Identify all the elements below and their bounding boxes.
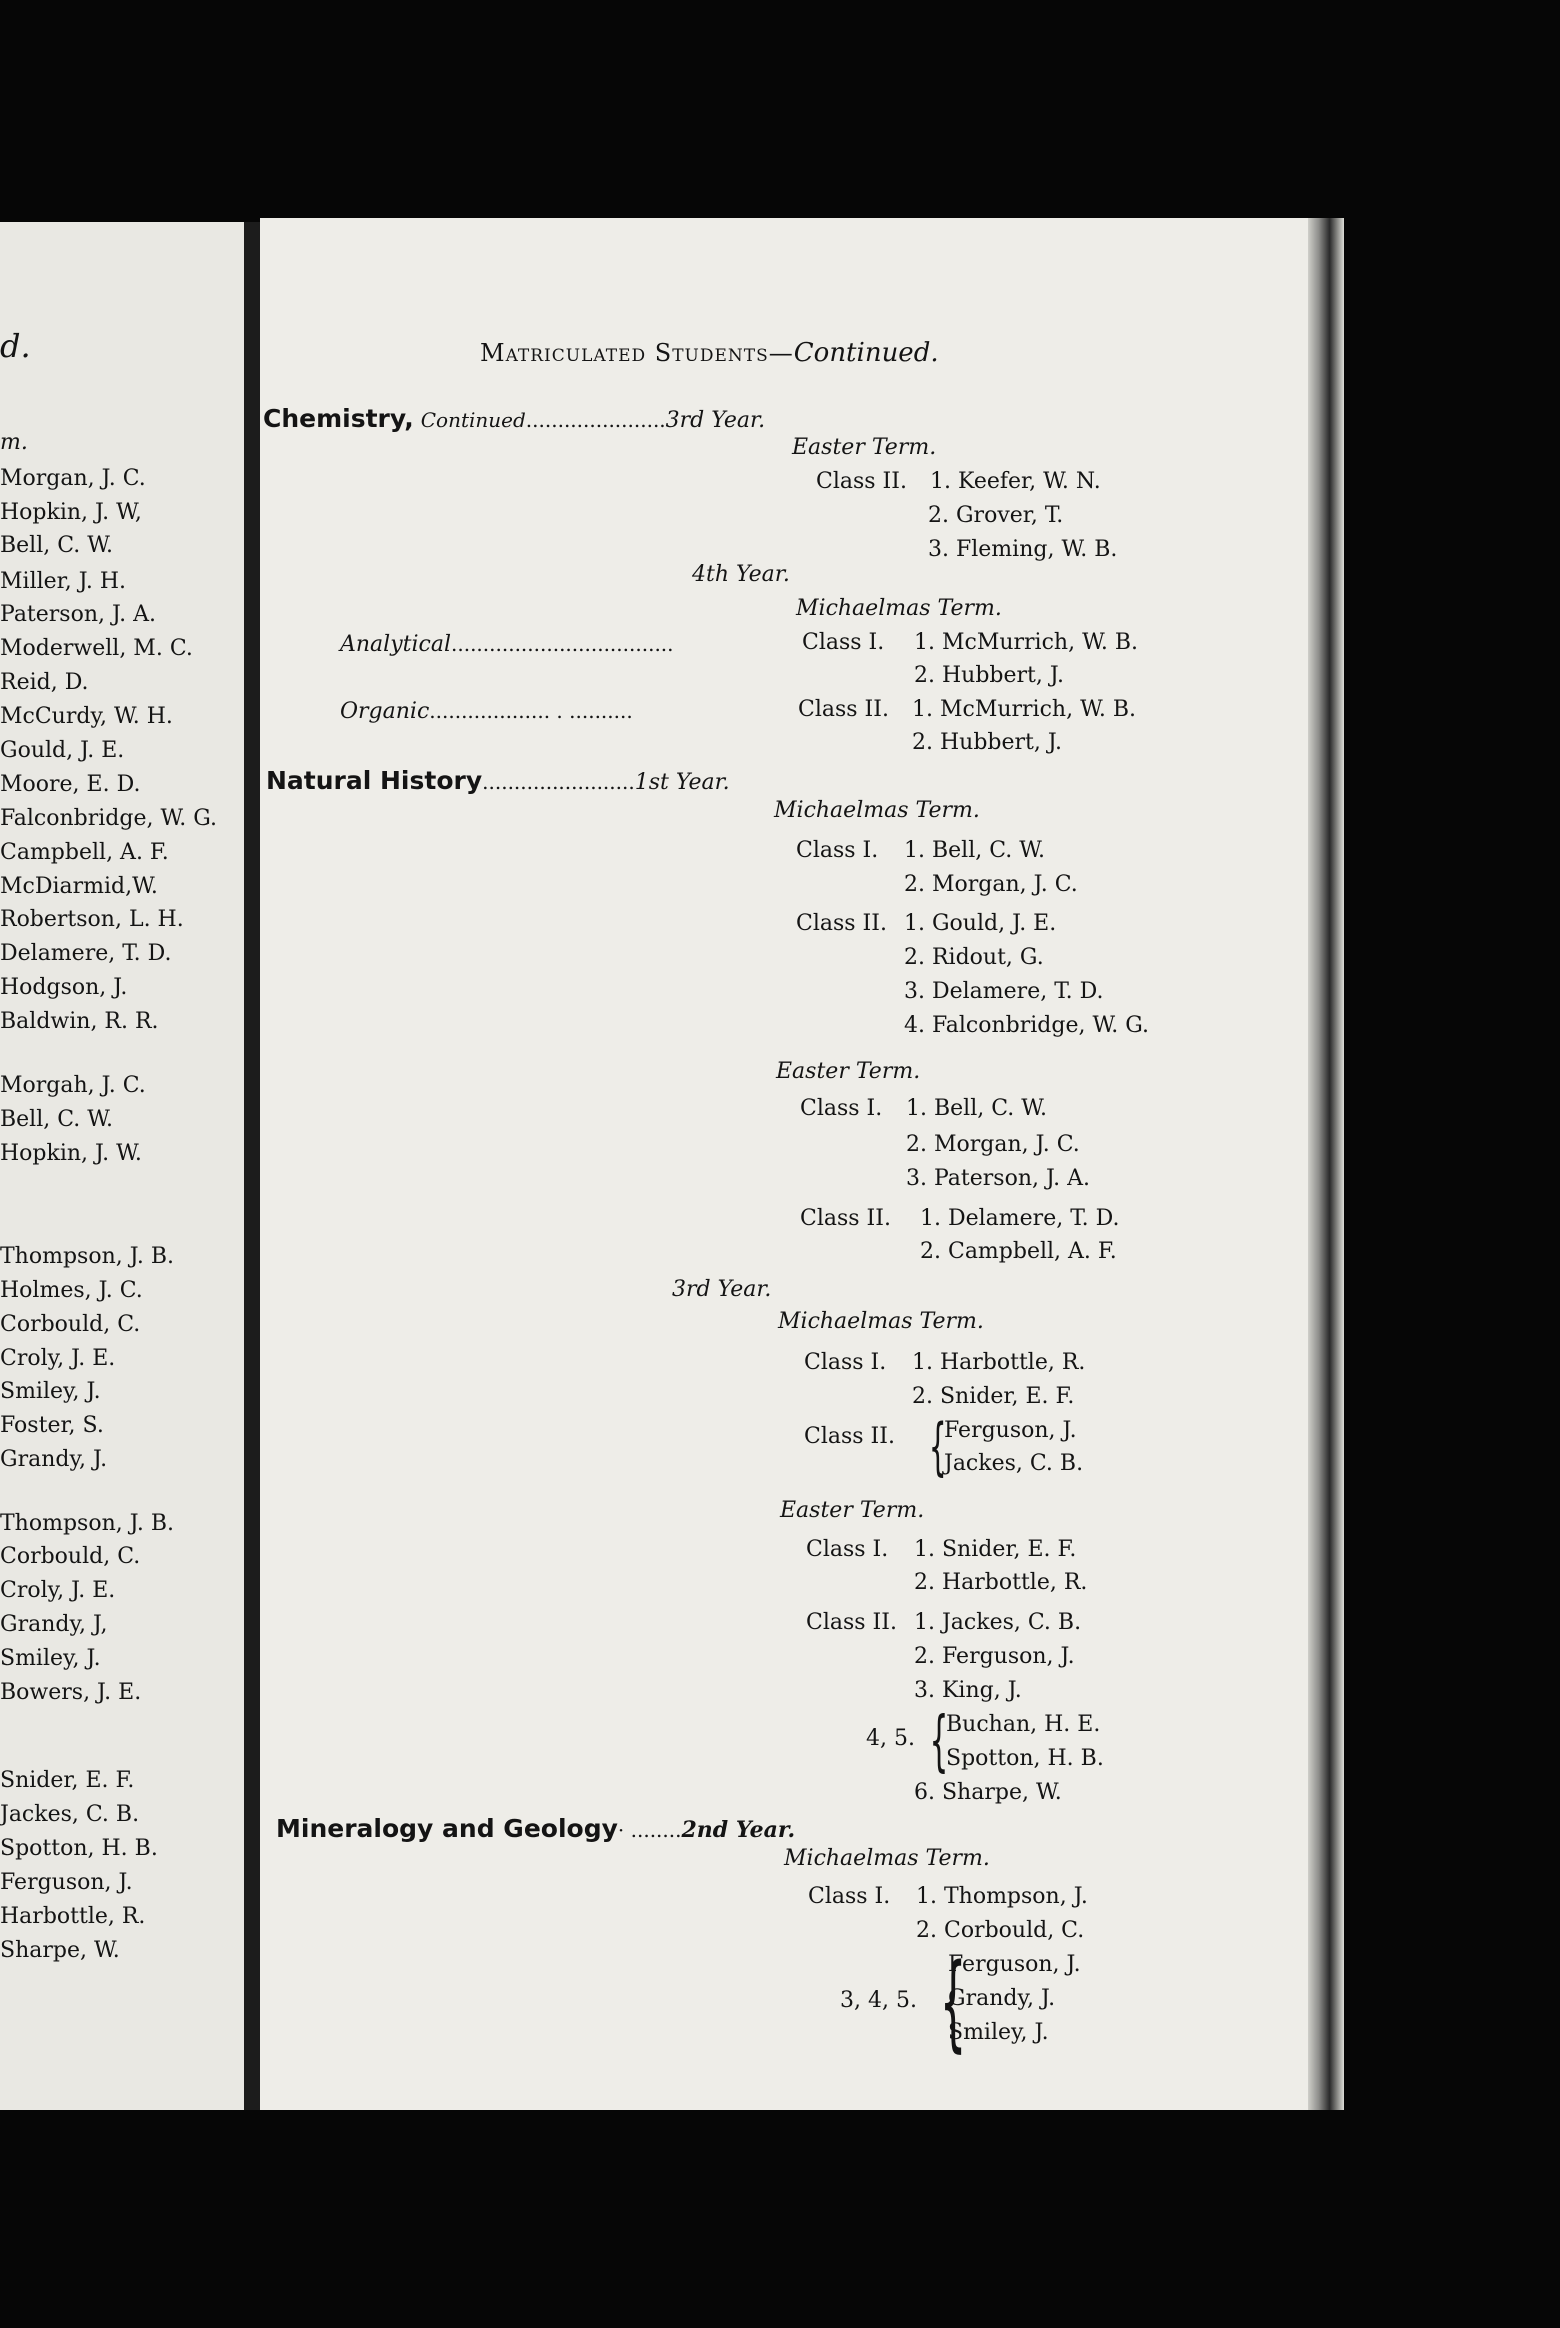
nh-michaelmas-term: Michaelmas Term. bbox=[774, 798, 980, 823]
left-list-item: Spotton, H. B. bbox=[0, 1836, 158, 1861]
left-list-item: Reid, D. bbox=[0, 670, 89, 695]
left-list-item: Hopkin, J. W, bbox=[0, 500, 142, 525]
mg-entry: Ferguson, J. bbox=[948, 1952, 1081, 1977]
left-list-item: McCurdy, W. H. bbox=[0, 704, 173, 729]
left-list-item: Snider, E. F. bbox=[0, 1768, 135, 1793]
chem-entry: 2. Hubbert, J. bbox=[914, 663, 1064, 688]
nh-entry: 4. Falconbridge, W. G. bbox=[904, 1013, 1149, 1038]
mg-entry: 1. Thompson, J. bbox=[916, 1884, 1088, 1909]
nh-entry: Buchan, H. E. bbox=[946, 1712, 1101, 1737]
left-list-item: Thompson, J. B. bbox=[0, 1511, 174, 1536]
mg-entry: Smiley, J. bbox=[948, 2020, 1049, 2045]
left-list-item: Smiley, J. bbox=[0, 1646, 101, 1671]
left-list-item: Delamere, T. D. bbox=[0, 941, 172, 966]
left-list-item: Jackes, C. B. bbox=[0, 1802, 140, 1827]
chem-class-label: Class I. bbox=[802, 630, 885, 655]
nh-entry: 1. Gould, J. E. bbox=[904, 911, 1057, 936]
nh-year3: 3rd Year. bbox=[672, 1277, 772, 1302]
nh-class-label: Class II. bbox=[796, 911, 887, 936]
left-list-item: Grandy, J, bbox=[0, 1612, 108, 1637]
left-list-item: Hodgson, J. bbox=[0, 975, 128, 1000]
chem-entry: 1. McMurrich, W. B. bbox=[914, 630, 1138, 655]
left-list-item: Baldwin, R. R. bbox=[0, 1009, 159, 1034]
nh-subject: Natural History bbox=[266, 766, 483, 795]
left-list-item: Morgan, J. C. bbox=[0, 466, 146, 491]
nh-easter-term: Easter Term. bbox=[776, 1059, 921, 1084]
left-list-item: Bowers, J. E. bbox=[0, 1680, 142, 1705]
nh-entry: Ferguson, J. bbox=[944, 1418, 1077, 1443]
left-list-item: Falconbridge, W. G. bbox=[0, 806, 218, 831]
mg-subject: Mineralogy and Geology bbox=[276, 1814, 618, 1843]
chemistry-year3: 3rd Year. bbox=[665, 408, 766, 433]
analytical-line bbox=[340, 634, 674, 656]
left-list-item: Smiley, J. bbox=[0, 1379, 101, 1404]
chem-entry: 1. McMurrich, W. B. bbox=[912, 697, 1136, 722]
nh-entry: 2. Harbottle, R. bbox=[914, 1570, 1088, 1595]
nh-entry: 1. Bell, C. W. bbox=[904, 838, 1046, 863]
nh-entry: 1. Delamere, T. D. bbox=[920, 1206, 1120, 1231]
nh-entry: 2. Morgan, J. C. bbox=[904, 872, 1078, 897]
left-list-item: Corbould, C. bbox=[0, 1312, 141, 1337]
chemistry-subject: Chemistry, bbox=[263, 404, 414, 433]
left-list-item: Bell, C. W. bbox=[0, 533, 114, 558]
left-list-item: Robertson, L. H. bbox=[0, 907, 184, 932]
nh-class-label: Class I. bbox=[806, 1537, 889, 1562]
brace-icon: { bbox=[928, 1410, 947, 1483]
mg-michaelmas-term: Michaelmas Term. bbox=[784, 1846, 990, 1871]
left-list-item: Corbould, C. bbox=[0, 1544, 141, 1569]
mg-year2: 2nd Year. bbox=[681, 1817, 796, 1843]
mineralogy-heading bbox=[276, 1816, 795, 1842]
nh-class-label: Class II. bbox=[806, 1610, 897, 1635]
left-list-item: Croly, J. E. bbox=[0, 1346, 116, 1371]
chem-class-label: Class II. bbox=[798, 697, 889, 722]
organic-label: Organic bbox=[340, 699, 430, 724]
chem-class-label: Class II. bbox=[816, 469, 907, 494]
left-list-item: McDiarmid,W. bbox=[0, 874, 158, 899]
left-list-item: Gould, J. E. bbox=[0, 738, 125, 763]
left-list-item: Paterson, J. A. bbox=[0, 602, 156, 627]
left-list-item: Morgah, J. C. bbox=[0, 1073, 146, 1098]
chem-michaelmas-term: Michaelmas Term. bbox=[796, 596, 1002, 621]
chem-easter-term: Easter Term. bbox=[792, 435, 937, 460]
brace-icon: { bbox=[929, 1702, 949, 1779]
left-list-item: Moderwell, M. C. bbox=[0, 636, 193, 661]
left-list-item: Moore, E. D. bbox=[0, 772, 141, 797]
left-list-item: Holmes, J. C. bbox=[0, 1278, 143, 1303]
nh-entry: 1. Bell, C. W. bbox=[906, 1096, 1048, 1121]
nh-class-label: Class II. bbox=[804, 1424, 895, 1449]
nh-michaelmas-term-3: Michaelmas Term. bbox=[778, 1309, 984, 1334]
left-header-fragment: d. bbox=[0, 327, 31, 365]
left-list-item: Bell, C. W. bbox=[0, 1107, 114, 1132]
page-title bbox=[480, 340, 939, 366]
nh-entry: 2. Morgan, J. C. bbox=[906, 1132, 1080, 1157]
left-list-item: Miller, J. H. bbox=[0, 569, 127, 594]
left-list-item: Croly, J. E. bbox=[0, 1578, 116, 1603]
analytical-leader: ................................... bbox=[451, 632, 674, 656]
nh-entry: Spotton, H. B. bbox=[946, 1746, 1104, 1771]
mg-leader: · ........ bbox=[617, 1818, 682, 1842]
chemistry-continued: Continued bbox=[420, 408, 526, 432]
nh-rank-label: 4, 5. bbox=[866, 1726, 915, 1751]
nh-easter-term-3: Easter Term. bbox=[780, 1498, 925, 1523]
nh-entry: 2. Ridout, G. bbox=[904, 945, 1044, 970]
chem-entry: 2. Hubbert, J. bbox=[912, 730, 1062, 755]
organic-line bbox=[340, 701, 633, 723]
organic-leader: ................... . .......... bbox=[429, 699, 633, 723]
brace-icon: { bbox=[939, 1941, 967, 2063]
nh-class-label: Class I. bbox=[800, 1096, 883, 1121]
page-gutter bbox=[244, 222, 260, 2110]
left-list-item: Campbell, A. F. bbox=[0, 840, 169, 865]
nh-entry: 6. Sharpe, W. bbox=[914, 1780, 1062, 1805]
nh-entry: 2. Ferguson, J. bbox=[914, 1644, 1075, 1669]
nh-class-label: Class I. bbox=[796, 838, 879, 863]
chem-entry: 2. Grover, T. bbox=[928, 503, 1064, 528]
left-list-item: Sharpe, W. bbox=[0, 1938, 120, 1963]
nh-entry: 3. King, J. bbox=[914, 1678, 1022, 1703]
mg-entry: 2. Corbould, C. bbox=[916, 1918, 1085, 1943]
page-title-main: Matriculated Students— bbox=[480, 339, 794, 367]
chemistry-heading bbox=[263, 406, 765, 432]
left-subhead-fragment: m. bbox=[0, 430, 28, 455]
nh-entry: 3. Delamere, T. D. bbox=[904, 979, 1104, 1004]
nh-entry: 1. Jackes, C. B. bbox=[914, 1610, 1082, 1635]
nh-leader: ........................ bbox=[482, 770, 635, 794]
left-list-item: Grandy, J. bbox=[0, 1447, 108, 1472]
chem-year4: 4th Year. bbox=[692, 562, 790, 587]
natural-history-heading bbox=[266, 768, 730, 794]
nh-entry: 2. Snider, E. F. bbox=[912, 1384, 1075, 1409]
left-list-item: Thompson, J. B. bbox=[0, 1244, 174, 1269]
nh-year1: 1st Year. bbox=[634, 770, 730, 795]
mg-class-label: Class I. bbox=[808, 1884, 891, 1909]
mg-rank-label: 3, 4, 5. bbox=[840, 1988, 917, 2013]
nh-entry: 2. Campbell, A. F. bbox=[920, 1239, 1117, 1264]
left-list-item: Hopkin, J. W. bbox=[0, 1141, 142, 1166]
analytical-label: Analytical bbox=[340, 632, 451, 657]
left-list-item: Foster, S. bbox=[0, 1413, 104, 1438]
left-list-item: Ferguson, J. bbox=[0, 1870, 133, 1895]
nh-class-label: Class II. bbox=[800, 1206, 891, 1231]
nh-entry: 1. Harbottle, R. bbox=[912, 1350, 1086, 1375]
chem-entry: 3. Fleming, W. B. bbox=[928, 537, 1118, 562]
page-title-continued: Continued. bbox=[793, 338, 939, 368]
left-list-item: Harbottle, R. bbox=[0, 1904, 146, 1929]
nh-entry: Jackes, C. B. bbox=[944, 1451, 1084, 1476]
chemistry-leader: ...................... bbox=[525, 408, 666, 432]
chem-entry: 1. Keefer, W. N. bbox=[930, 469, 1101, 494]
nh-class-label: Class I. bbox=[804, 1350, 887, 1375]
page-edge bbox=[1308, 218, 1344, 2110]
mg-entry: Grandy, J. bbox=[948, 1986, 1056, 2011]
nh-entry: 1. Snider, E. F. bbox=[914, 1537, 1077, 1562]
nh-entry: 3. Paterson, J. A. bbox=[906, 1166, 1090, 1191]
